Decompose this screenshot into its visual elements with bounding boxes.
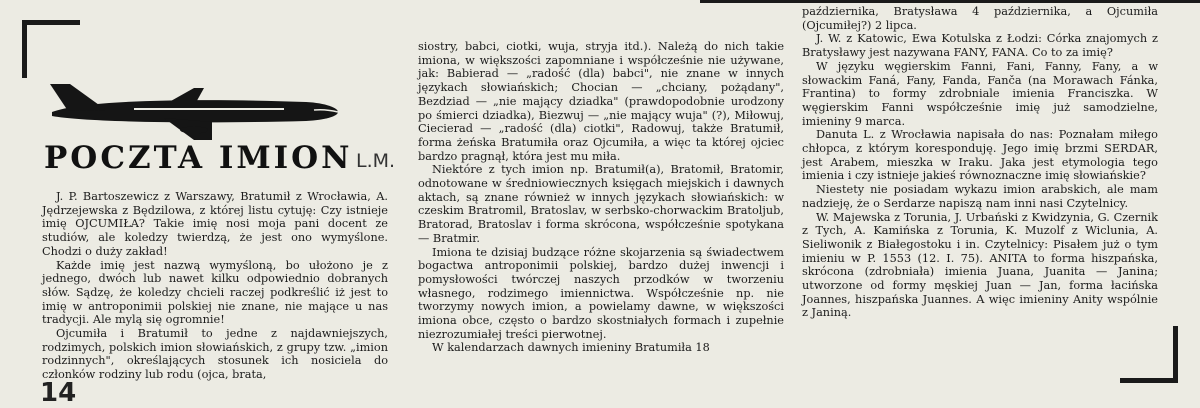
column-left [42,190,388,382]
corner-bracket-top-left [22,20,80,25]
corner-bracket-top-left-vertical [22,20,27,78]
column-right [802,5,1158,320]
paragraph: Niektóre z tych imion np. Bratumił(a), Bratomił, Bratomir, odnotowane w średniowiecznych księgach miejskich i dawnych aktach, są znane również w innych językach słowiańskich: w czeskim Bratromil, Bratoslav, w serbsko-chorwackim Bratoljub, Bratorad, Bratoslav i forma skrócona, współcześnie spotykana — Bratmir. [418,163,784,245]
paragraph: Ojcumiła i Bratumił to jedne z najdawniejszych, rodzimych, polskich imion słowiańskich, z grupy tzw. „imion rodzinnych", określających stosunek ich nosiciela do członków rodziny lub rodu (ojca, brata, [42,327,388,382]
top-rule [700,0,1200,3]
page-number: 14 [40,378,77,408]
paragraph: W języku węgierskim Fanni, Fani, Fanny, Fany, a w słowackim Faná, Fany, Fanda, Fanča (na Morawach Fánka, Frantina) to formy zdrobniale imienia Franciszka. W węgierskim Fanni współcześnie imię już samodzielne, imieniny 9 marca. [802,59,1158,128]
corner-bracket-bottom-right-vertical [1173,326,1178,383]
airplane-illustration [44,78,344,140]
section-title: POCZTA IMION [44,140,353,176]
paragraph: J. P. Bartoszewicz z Warszawy, Bratumił z Wrocławia, A. Jędrzejewska z Będzilowa, z której listu cytuję: Czy istnieje imię OJCUMIŁA? Takie imię nosi moja pani docent ze studiów, ale koledzy twierdzą, że jest ono wymyślone. Chodzi o duży zakład! [42,190,388,258]
corner-bracket-bottom-right [1120,378,1178,383]
paragraph: października, Bratysława 4 października, a Ojcumiła (Ojcumiłej?) 2 lipca. [802,5,1158,32]
paragraph: siostry, babci, ciotki, wuja, stryja itd.). Należą do nich takie imiona, w większości zapomniane i współcześnie nie używane, jak: Babierad — „radość (dla) babci", nie znane w innych językach słowiańskich; Chocian — „chciany, pożądany", Bezdziad — „nie mający dziadka" (prawdopodobnie urodzony po śmierci dziadka), Biezwuj — „nie mający wuja" (?), Miłowuj, Ciecierad — „radość (dla) ciotki", Radowuj, także Bratumił, forma żeńska Bratumiła oraz Ojcumiła, a więc ta której ojciec bardzo pragnął, która jest mu miła. [418,40,784,163]
paragraph: W kalendarzach dawnych imieniny Bratumiła 18 [432,341,710,355]
paragraph: Danuta L. z Wrocławia napisała do nas: Poznałam miłego chłopca, z którym koresponduję. Jego imię brzmi SERDAR, jest Arabem, mieszka w Iraku. Jaka jest etymologia tego imienia i czy istnieje jakieś równoznaczne imię słowiańskie? [802,128,1158,183]
paragraph: J. W. z Katowic, Ewa Kotulska z Łodzi: Córka znajomych z Bratysławy jest nazywana FANY, FANA. Co to za imię? [802,32,1158,60]
paragraph: W. Majewska z Torunia, J. Urbański z Kwidzynia, G. Czernik z Tych, A. Kamińska z Torunia, K. Muzolf z Wiclunia, A. Sieliwonik z Białegostoku i in. Czytelnicy: Pisałem już o tym imieniu w P. 1553 (12. I. 75). ANITA to forma hiszpańska, skrócona (zdrobniała) imienia Juana, Juanita — Janina; utworzone od formy męskiej Juan — Jan, forma łacińska Joannes, hiszpańska Juannes. A więc imieniny Anity wspólnie z Janiną. [802,210,1158,320]
column-middle [418,40,784,355]
paragraph: Każde imię jest nazwą wymyśloną, bo ułożono je z jednego, dwóch lub nawet kilku odpowiednio dobranych słów. Sądzę, że koledzy chcieli raczej podkreślić iż jest to imię w antroponimii polskiej nie znane, nie mające u nas tradycji. Ale mylą się ogromnie! [42,258,388,327]
paragraph: Imiona te dzisiaj budzące różne skojarzenia są świadectwem bogactwa antroponimii polskiej, bardzo dużej inwencji i pomysłowości twórczej naszych przodków w tworzeniu własnego, rodzimego imiennictwa. Współcześnie np. nie tworzymy nowych imion, a powielamy dawne, w większości imiona obce, często o bardzo skostniałych formach i zupełnie niezrozumiałej treści pierwotnej. [418,245,784,341]
paragraph: Niestety nie posiadam wykazu imion arabskich, ale mam nadzieję, że o Serdarze napiszą nam inni nasi Czytelnicy. [802,183,1158,210]
author-initials: L.M. [356,150,396,172]
